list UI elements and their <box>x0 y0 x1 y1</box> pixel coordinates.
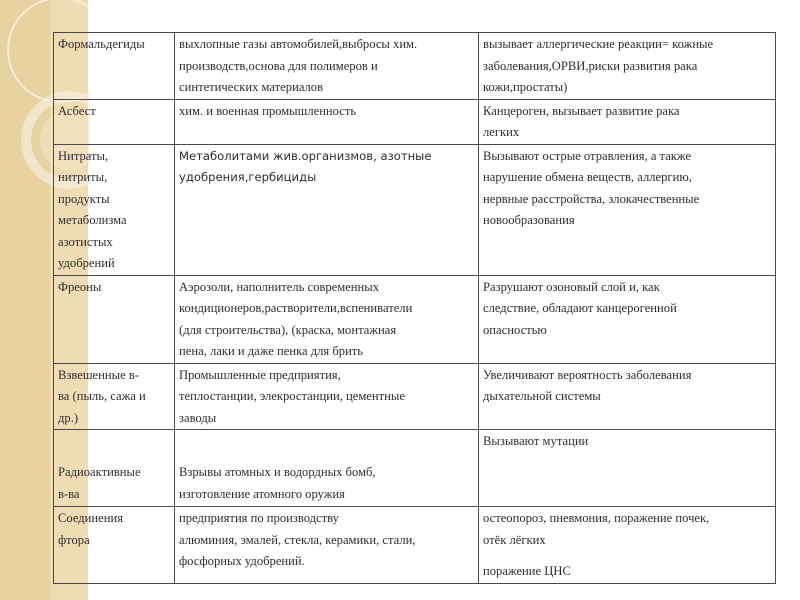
cell-line: фтора <box>58 532 90 547</box>
cell-line: заводы <box>179 410 217 425</box>
cell-line: Нитраты, <box>58 148 109 163</box>
cell-line: продукты <box>58 191 110 206</box>
substance-cell <box>54 507 175 584</box>
effects-cell <box>479 33 776 100</box>
sources-cell <box>175 99 479 144</box>
cell-line: в-ва <box>58 486 80 501</box>
cell-line: хим. и военная промышленность <box>179 103 357 118</box>
cell-line: теплостанции, элекростанции, цементные <box>179 389 405 403</box>
cell-line: Аэрозоли, наполнитель современных <box>179 279 380 294</box>
cell-line: Метаболитами жив.организмов, азотные <box>179 148 432 163</box>
pollutants-table <box>53 32 776 584</box>
table-row <box>54 275 776 363</box>
cell-line: азотистых <box>58 234 113 249</box>
cell-line: Фреоны <box>58 279 102 294</box>
cell-line: синтетических материалов <box>179 80 324 94</box>
cell-line: фосфорных удобрений. <box>179 554 305 568</box>
cell-line: пена, лаки и даже пенка для брить <box>179 344 364 358</box>
cell-line: поражение ЦНС <box>483 564 571 578</box>
cell-line: Взрывы атомных и водордных бомб, <box>179 465 376 479</box>
cell-line: алюминия, эмалей, стекла, керамики, стали, <box>179 532 416 547</box>
cell-line: вызывает аллергические реакции= кожные <box>483 37 714 51</box>
table-row <box>54 430 776 507</box>
cell-line: Радиоактивные <box>58 465 141 479</box>
table-row <box>54 99 776 144</box>
table-row <box>54 144 776 275</box>
cell-line: Асбест <box>58 103 96 118</box>
effects-cell <box>479 507 776 584</box>
table-row <box>54 363 776 430</box>
cell-line: остеопороз, пневмония, поражение почек, <box>483 511 710 525</box>
sources-cell <box>175 144 479 275</box>
table-row <box>54 507 776 584</box>
cell-line: легких <box>483 125 520 139</box>
cell-line: предприятия по производству <box>179 511 339 525</box>
cell-line: опасностью <box>483 322 547 337</box>
substance-cell <box>54 363 175 430</box>
cell-line: метаболизма <box>58 213 127 227</box>
cell-line: (для строительства), (краска, монтажная <box>179 322 397 337</box>
cell-line: Разрушают озоновый слой и, как <box>483 279 660 294</box>
cell-line: нервные расстройства, злокачественные <box>483 191 700 206</box>
sources-cell <box>175 33 479 100</box>
substance-cell <box>54 275 175 363</box>
substance-cell <box>54 144 175 275</box>
cell-line: изготовление атомного оружия <box>179 486 345 501</box>
cell-line: Промышленные предприятия, <box>179 367 341 382</box>
cell-line: производств,основа для полимеров и <box>179 58 378 73</box>
cell-line: нитриты, <box>58 170 108 184</box>
substance-cell <box>54 430 175 507</box>
cell-line: Соединения <box>58 511 124 525</box>
cell-line: выхлопные газы автомобилей,выбросы хим. <box>179 37 418 51</box>
cell-line: заболевания,ОРВИ,риски развития рака <box>483 58 698 73</box>
cell-line: др.) <box>58 410 79 425</box>
cell-line: Канцероген, вызывает развитие рака <box>483 103 680 118</box>
effects-cell <box>479 430 776 507</box>
table-row <box>54 33 776 100</box>
cell-line: отёк лёгких <box>483 532 546 547</box>
cell-line: Вызывают мутации <box>483 434 589 448</box>
effects-cell <box>479 275 776 363</box>
cell-line: кондиционеров,растворители,вспениватели <box>179 301 413 315</box>
cell-line: Взвешенные в- <box>58 367 139 382</box>
effects-cell <box>479 99 776 144</box>
cell-line: Вызывают острые отравления, а также <box>483 148 692 163</box>
sources-cell <box>175 507 479 584</box>
substance-cell <box>54 33 175 100</box>
sources-cell <box>175 430 479 507</box>
cell-line: дыхательной системы <box>483 389 601 403</box>
substance-cell <box>54 99 175 144</box>
cell-line: ва (пыль, сажа и <box>58 389 146 403</box>
sources-cell <box>175 363 479 430</box>
effects-cell <box>479 363 776 430</box>
cell-line: кожи,простаты) <box>483 80 568 94</box>
cell-line: новообразования <box>483 213 575 227</box>
cell-line: следствие, обладают канцерогенной <box>483 301 677 315</box>
cell-line: удобрений <box>58 256 115 270</box>
effects-cell <box>479 144 776 275</box>
cell-line: Увеличивают вероятность заболевания <box>483 367 692 382</box>
cell-line: Формальдегиды <box>58 37 145 51</box>
cell-line: нарушение обмена веществ, аллергию, <box>483 170 692 184</box>
cell-line: удобрения,гербициды <box>179 170 317 184</box>
sources-cell <box>175 275 479 363</box>
